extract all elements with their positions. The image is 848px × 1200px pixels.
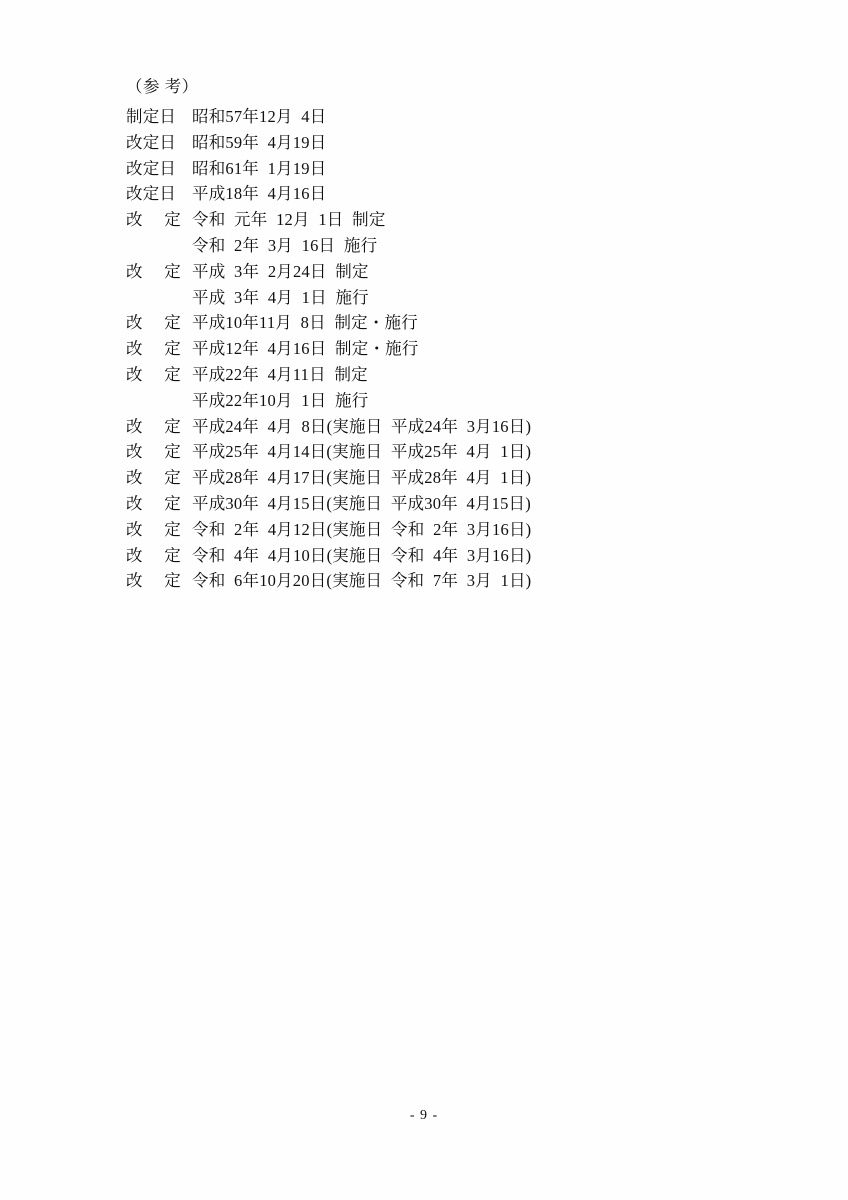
- history-entry-text: 令和 2年 3月 16日 施行: [192, 235, 378, 255]
- history-entry-label: 改 定: [126, 571, 186, 591]
- history-entry: [126, 414, 726, 440]
- history-entry: [126, 259, 726, 285]
- revision-history-list: [126, 104, 726, 594]
- history-entry-label: 改 定: [126, 313, 186, 333]
- history-entry: [126, 388, 726, 414]
- history-entry: [126, 543, 726, 569]
- history-entry-label: 改 定: [126, 468, 186, 488]
- history-entry: [126, 181, 726, 207]
- reference-block: [126, 74, 726, 594]
- history-entry-label: 改 定: [126, 210, 186, 230]
- history-entry-text: 平成24年 4月 8日(実施日 平成24年 3月16日): [192, 416, 532, 436]
- history-entry-text: 平成 3年 4月 1日 施行: [192, 287, 369, 307]
- history-entry-label: 制定日: [126, 107, 177, 126]
- history-entry: [126, 156, 726, 182]
- history-entry: [126, 439, 726, 465]
- history-entry-label: 改 定: [126, 261, 186, 281]
- history-entry-label: 改定日: [126, 132, 177, 152]
- history-entry-text: 平成 3年 2月24日 制定: [192, 261, 369, 281]
- history-entry-text: 昭和57年12月 4日: [192, 107, 327, 126]
- history-entry: [126, 285, 726, 311]
- history-entry-label: 改 定: [126, 416, 186, 436]
- history-entry: [126, 207, 726, 233]
- history-entry: [126, 568, 726, 594]
- history-entry-text: 令和 2年 4月12日(実施日 令和 2年 3月16日): [192, 519, 532, 539]
- history-entry-text: 令和 元年 12月 1日 制定: [192, 210, 386, 230]
- history-entry-text: 平成28年 4月17日(実施日 平成28年 4月 1日): [192, 468, 532, 488]
- history-entry-label: 改 定: [126, 545, 186, 565]
- history-entry: [126, 517, 726, 543]
- history-entry: [126, 491, 726, 517]
- history-entry: [126, 104, 726, 130]
- history-entry-text: 平成12年 4月16日 制定・施行: [192, 339, 419, 359]
- page-number: - 9 -: [409, 1108, 439, 1123]
- history-entry-label: 改定日: [126, 184, 177, 204]
- history-entry-text: 令和 4年 4月10日(実施日 令和 4年 3月16日): [192, 545, 532, 565]
- history-entry-label: 改定日: [126, 158, 177, 178]
- history-entry-text: 平成10年11月 8日 制定・施行: [192, 313, 418, 333]
- history-entry-text: 令和 6年10月20日(実施日 令和 7年 3月 1日): [192, 571, 532, 591]
- history-entry-text: 平成18年 4月16日: [192, 184, 327, 204]
- history-entry: [126, 362, 726, 388]
- history-entry-label: 改 定: [126, 519, 186, 539]
- section-heading: （参 考）: [126, 77, 199, 96]
- history-entry-label: 改 定: [126, 442, 186, 462]
- history-entry-text: 平成22年10月 1日 施行: [192, 390, 369, 410]
- history-entry: [126, 130, 726, 156]
- history-entry: [126, 465, 726, 491]
- history-entry-text: 平成30年 4月15日(実施日 平成30年 4月15日): [192, 493, 531, 513]
- history-entry-label: 改 定: [126, 339, 186, 359]
- history-entry-text: 平成22年 4月11日 制定: [192, 364, 368, 384]
- history-entry-text: 昭和61年 1月19日: [192, 158, 327, 178]
- history-entry-text: 平成25年 4月14日(実施日 平成25年 4月 1日): [192, 442, 532, 462]
- history-entry-label: 改 定: [126, 364, 186, 384]
- history-entry: [126, 336, 726, 362]
- history-entry: [126, 233, 726, 259]
- history-entry-text: 昭和59年 4月19日: [192, 132, 327, 152]
- history-entry: [126, 310, 726, 336]
- history-entry-label: 改 定: [126, 493, 186, 513]
